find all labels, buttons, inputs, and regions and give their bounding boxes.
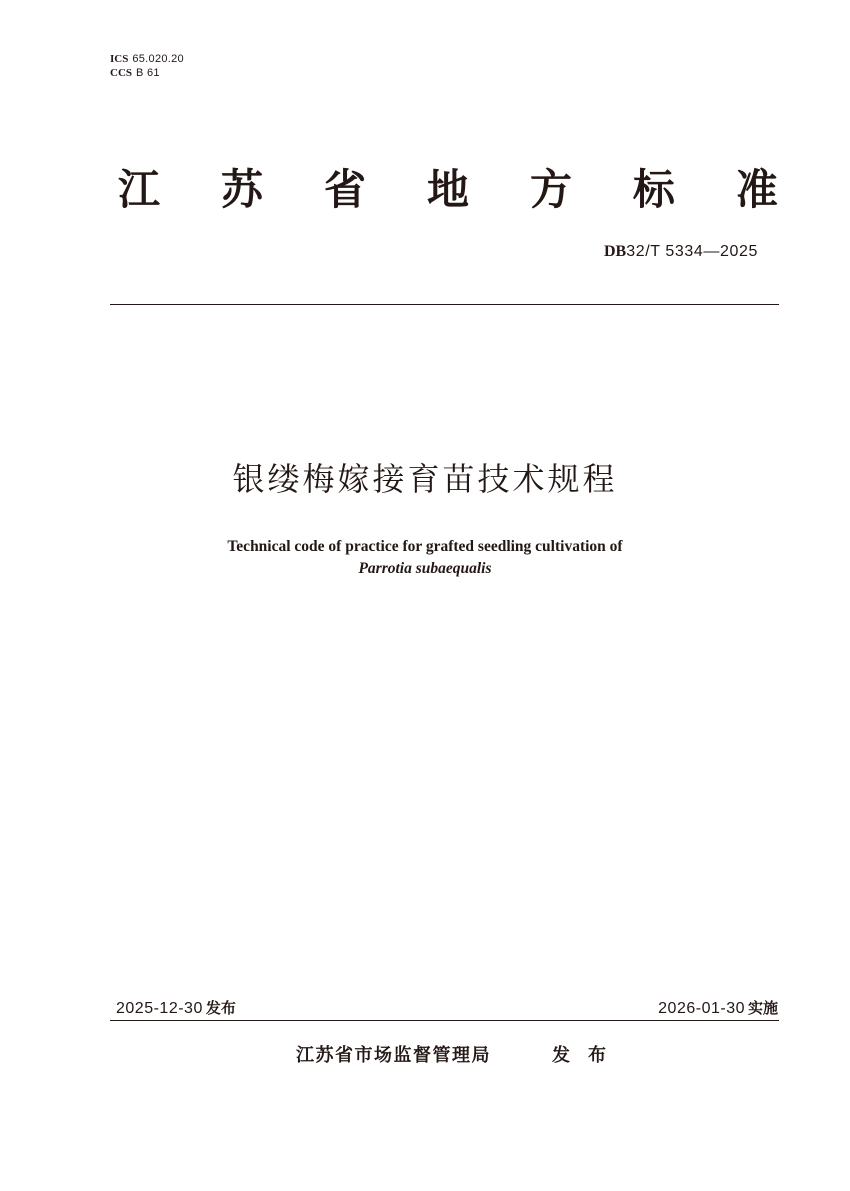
top-divider [110, 304, 779, 305]
issue-action: 发布 [552, 1045, 624, 1066]
english-title-species: Parrotia subaequalis [358, 560, 492, 577]
heading-char: 方 [529, 165, 572, 214]
heading-char: 省 [323, 165, 366, 214]
classification-codes [110, 52, 184, 80]
heading-char: 苏 [220, 165, 263, 214]
implementation-date-value: 2026-01-30 [658, 1000, 745, 1017]
standard-number [604, 241, 758, 262]
heading-char: 地 [426, 165, 469, 214]
publish-date [116, 997, 236, 1020]
english-title-line1: Technical code of practice for grafted seedling cultivation of [227, 538, 623, 555]
standard-number-code: 32/T 5334—2025 [626, 243, 758, 260]
chinese-title: 银缕梅嫁接育苗技术规程 [232, 460, 618, 498]
ccs-label: CCS [110, 67, 133, 79]
ics-value: 65.020.20 [132, 53, 184, 65]
heading-char: 准 [735, 165, 778, 214]
ccs-code [110, 66, 184, 80]
heading-char: 江 [118, 165, 161, 214]
issuing-authority: 江苏省市场监督管理局 [296, 1045, 491, 1066]
publish-date-value: 2025-12-30 [116, 1000, 203, 1017]
ics-label: ICS [110, 53, 129, 65]
implementation-date-label: 实施 [747, 999, 778, 1017]
ics-code [110, 52, 184, 66]
implementation-date [658, 997, 778, 1020]
publish-date-label: 发布 [205, 999, 236, 1017]
bottom-divider [110, 1020, 779, 1021]
standard-type-heading [118, 165, 778, 215]
heading-char: 标 [632, 165, 675, 214]
english-title [0, 536, 850, 580]
ccs-value: B 61 [136, 67, 160, 79]
standard-number-prefix: DB [604, 243, 627, 260]
